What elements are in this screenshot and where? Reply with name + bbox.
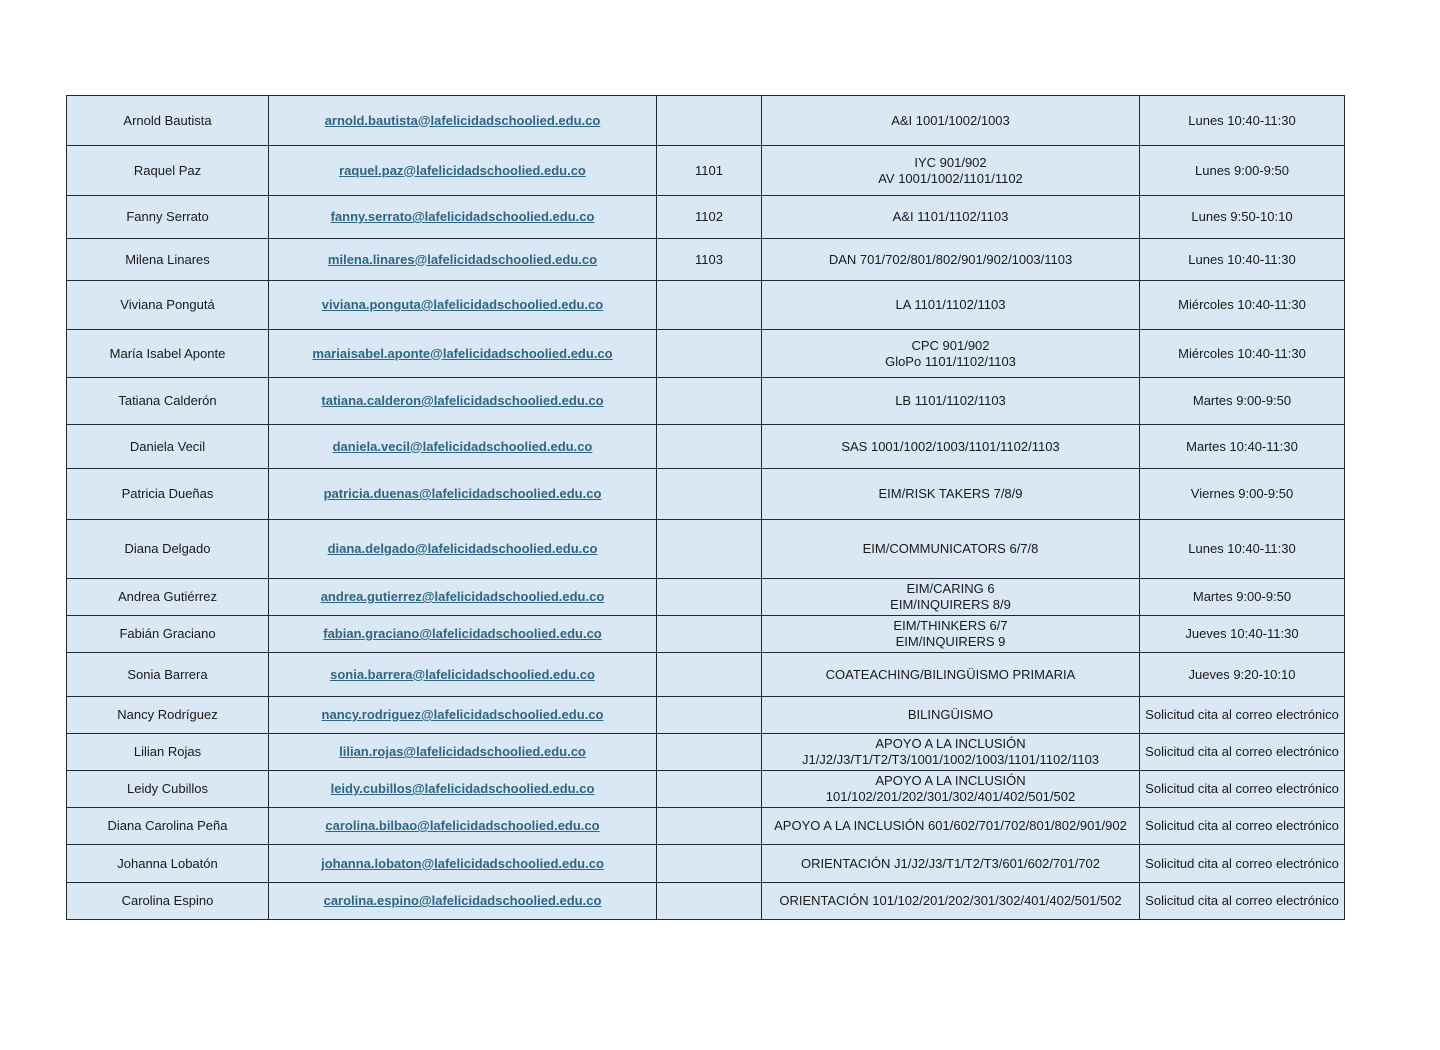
subjects-cell: [762, 520, 1140, 579]
teacher-name-cell: Patricia Dueñas: [67, 469, 269, 520]
email-cell: [269, 239, 657, 281]
course-cell: [657, 378, 762, 425]
course-cell: 1103: [657, 239, 762, 281]
schedule-cell: Solicitud cita al correo electrónico: [1140, 808, 1345, 845]
email-cell: [269, 653, 657, 697]
subject-line: A&I 1101/1102/1103: [892, 209, 1009, 224]
schedule-cell: Jueves 10:40-11:30: [1140, 616, 1345, 653]
email-cell: [269, 697, 657, 734]
email-link[interactable]: daniela.vecil@lafelicidadschoolied.edu.co: [332, 438, 593, 454]
course-cell: [657, 697, 762, 734]
teacher-name-cell: Carolina Espino: [67, 883, 269, 920]
subjects-cell: [762, 808, 1140, 845]
subject-line: ORIENTACIÓN 101/102/201/202/301/302/401/402/501/502: [779, 893, 1122, 908]
subject-line: LB 1101/1102/1103: [895, 393, 1006, 408]
email-link[interactable]: mariaisabel.aponte@lafelicidadschoolied.edu.co: [312, 345, 613, 361]
schedule-cell: Solicitud cita al correo electrónico: [1140, 845, 1345, 883]
schedule-cell: Jueves 9:20-10:10: [1140, 653, 1345, 697]
teacher-name-cell: Fanny Serrato: [67, 196, 269, 239]
teacher-name-cell: Viviana Pongutá: [67, 281, 269, 330]
email-link[interactable]: patricia.duenas@lafelicidadschoolied.edu.co: [323, 486, 602, 501]
table-row: [67, 96, 1345, 146]
teacher-name-cell: Nancy Rodríguez: [67, 697, 269, 734]
subjects-cell: [762, 734, 1140, 771]
subject-line: GloPo 1101/1102/1103: [885, 353, 1016, 369]
subject-line: CPC 901/902: [911, 337, 990, 353]
email-cell: [269, 520, 657, 579]
subject-line: J1/J2/J3/T1/T2/T3/1001/1002/1003/1101/1102/1103: [801, 752, 1100, 767]
subjects-cell: [762, 771, 1140, 808]
subject-line: APOYO A LA INCLUSIÓN: [875, 773, 1026, 788]
email-cell: [269, 616, 657, 653]
teacher-name-cell: Diana Delgado: [67, 520, 269, 579]
schedule-cell: Miércoles 10:40-11:30: [1140, 330, 1345, 378]
course-cell: [657, 771, 762, 808]
course-cell: [657, 883, 762, 920]
teacher-name-cell: Daniela Vecil: [67, 425, 269, 469]
schedule-cell: Solicitud cita al correo electrónico: [1140, 734, 1345, 771]
table-row: [67, 808, 1345, 845]
course-cell: [657, 520, 762, 579]
teacher-name-cell: Fabián Graciano: [67, 616, 269, 653]
course-cell: [657, 425, 762, 469]
email-cell: [269, 196, 657, 239]
schedule-cell: Lunes 9:50-10:10: [1140, 196, 1345, 239]
subjects-cell: [762, 425, 1140, 469]
subjects-cell: [762, 378, 1140, 425]
course-cell: 1102: [657, 196, 762, 239]
schedule-cell: Lunes 9:00-9:50: [1140, 146, 1345, 196]
course-cell: [657, 579, 762, 616]
email-link[interactable]: carolina.bilbao@lafelicidadschoolied.edu.co: [325, 818, 600, 833]
subjects-cell: [762, 883, 1140, 920]
subjects-cell: [762, 281, 1140, 330]
email-cell: [269, 330, 657, 378]
table-row: [67, 239, 1345, 281]
subjects-cell: [762, 579, 1140, 616]
course-cell: [657, 845, 762, 883]
table-body: [67, 96, 1345, 920]
subject-line: EIM/CARING 6: [906, 581, 995, 596]
table-row: [67, 883, 1345, 920]
email-link[interactable]: leidy.cubillos@lafelicidadschoolied.edu.co: [330, 781, 595, 796]
teacher-name-cell: Sonia Barrera: [67, 653, 269, 697]
subject-line: SAS 1001/1002/1003/1101/1102/1103: [841, 438, 1060, 454]
teacher-name-cell: Johanna Lobatón: [67, 845, 269, 883]
email-link[interactable]: andrea.gutierrez@lafelicidadschoolied.edu.co: [320, 589, 605, 604]
table-row: [67, 616, 1345, 653]
subjects-cell: [762, 616, 1140, 653]
email-cell: [269, 883, 657, 920]
table-row: [67, 697, 1345, 734]
table-row: [67, 653, 1345, 697]
teacher-directory-table: [66, 95, 1345, 920]
table-row: [67, 196, 1345, 239]
email-cell: [269, 469, 657, 520]
teacher-name-cell: Andrea Gutiérrez: [67, 579, 269, 616]
email-link[interactable]: raquel.paz@lafelicidadschoolied.edu.co: [339, 162, 586, 178]
schedule-cell: Miércoles 10:40-11:30: [1140, 281, 1345, 330]
schedule-cell: Martes 9:00-9:50: [1140, 378, 1345, 425]
email-cell: [269, 425, 657, 469]
subject-line: COATEACHING/BILINGÜISMO PRIMARIA: [825, 666, 1076, 682]
table-row: [67, 520, 1345, 579]
subjects-cell: [762, 146, 1140, 196]
subjects-cell: [762, 653, 1140, 697]
email-link[interactable]: sonia.barrera@lafelicidadschoolied.edu.co: [330, 666, 595, 682]
subjects-cell: [762, 697, 1140, 734]
subject-line: EIM/THINKERS 6/7: [893, 618, 1008, 633]
subjects-cell: [762, 96, 1140, 146]
subject-line: BILINGÜISMO: [907, 707, 994, 722]
table-row: [67, 734, 1345, 771]
teacher-name-cell: Lilian Rojas: [67, 734, 269, 771]
subject-line: AV 1001/1002/1101/1102: [878, 170, 1023, 186]
subjects-cell: [762, 330, 1140, 378]
email-cell: [269, 281, 657, 330]
course-cell: [657, 734, 762, 771]
email-link[interactable]: fanny.serrato@lafelicidadschoolied.edu.co: [330, 209, 595, 224]
subject-line: APOYO A LA INCLUSIÓN 601/602/701/702/801/802/901/902: [774, 818, 1127, 833]
schedule-cell: Solicitud cita al correo electrónico: [1140, 883, 1345, 920]
email-link[interactable]: viviana.ponguta@lafelicidadschoolied.edu.co: [321, 297, 604, 312]
email-link[interactable]: nancy.rodriguez@lafelicidadschoolied.edu.co: [321, 707, 604, 722]
subject-line: ORIENTACIÓN J1/J2/J3/T1/T2/T3/601/602/701/702: [801, 855, 1100, 871]
email-link[interactable]: tatiana.calderon@lafelicidadschoolied.edu.co: [321, 393, 604, 408]
schedule-cell: Lunes 10:40-11:30: [1140, 239, 1345, 281]
schedule-cell: Viernes 9:00-9:50: [1140, 469, 1345, 520]
table-row: [67, 425, 1345, 469]
course-cell: [657, 96, 762, 146]
course-cell: [657, 281, 762, 330]
subject-line: EIM/COMMUNICATORS 6/7/8: [862, 541, 1039, 556]
email-link[interactable]: arnold.bautista@lafelicidadschoolied.edu.co: [324, 112, 601, 128]
teacher-name-cell: Arnold Bautista: [67, 96, 269, 146]
course-cell: [657, 469, 762, 520]
teacher-name-cell: Raquel Paz: [67, 146, 269, 196]
email-link[interactable]: lilian.rojas@lafelicidadschoolied.edu.co: [339, 744, 586, 759]
table-row: [67, 845, 1345, 883]
teacher-name-cell: Tatiana Calderón: [67, 378, 269, 425]
table-row: [67, 378, 1345, 425]
schedule-cell: Solicitud cita al correo electrónico: [1140, 697, 1345, 734]
subject-line: DAN 701/702/801/802/901/902/1003/1103: [828, 251, 1073, 267]
schedule-cell: Lunes 10:40-11:30: [1140, 96, 1345, 146]
subjects-cell: [762, 196, 1140, 239]
email-cell: [269, 146, 657, 196]
teacher-name-cell: Leidy Cubillos: [67, 771, 269, 808]
subject-line: 101/102/201/202/301/302/401/402/501/502: [825, 789, 1076, 804]
table-row: [67, 579, 1345, 616]
table-row: [67, 281, 1345, 330]
subjects-cell: [762, 469, 1140, 520]
course-cell: 1101: [657, 146, 762, 196]
subjects-cell: [762, 845, 1140, 883]
email-cell: [269, 96, 657, 146]
table-row: [67, 469, 1345, 520]
schedule-cell: Solicitud cita al correo electrónico: [1140, 771, 1345, 808]
email-link[interactable]: diana.delgado@lafelicidadschoolied.edu.co: [327, 541, 598, 556]
subject-line: LA 1101/1102/1103: [895, 297, 1006, 312]
subject-line: EIM/INQUIRERS 9: [895, 634, 1006, 649]
teacher-name-cell: Diana Carolina Peña: [67, 808, 269, 845]
schedule-cell: Martes 9:00-9:50: [1140, 579, 1345, 616]
email-cell: [269, 378, 657, 425]
table-row: [67, 771, 1345, 808]
teacher-name-cell: María Isabel Aponte: [67, 330, 269, 378]
email-link[interactable]: milena.linares@lafelicidadschoolied.edu.co: [327, 251, 598, 267]
teacher-name-cell: Milena Linares: [67, 239, 269, 281]
subject-line: APOYO A LA INCLUSIÓN: [875, 736, 1026, 751]
email-link[interactable]: fabian.graciano@lafelicidadschoolied.edu.co: [323, 626, 602, 641]
course-cell: [657, 808, 762, 845]
email-link[interactable]: carolina.espino@lafelicidadschoolied.edu.co: [323, 893, 602, 908]
course-cell: [657, 653, 762, 697]
email-cell: [269, 579, 657, 616]
subjects-cell: [762, 239, 1140, 281]
subject-line: EIM/RISK TAKERS 7/8/9: [878, 486, 1023, 501]
schedule-cell: Martes 10:40-11:30: [1140, 425, 1345, 469]
table-row: [67, 146, 1345, 196]
subject-line: A&I 1001/1002/1003: [891, 112, 1010, 128]
email-cell: [269, 771, 657, 808]
email-cell: [269, 808, 657, 845]
subject-line: IYC 901/902: [914, 154, 987, 170]
schedule-cell: Lunes 10:40-11:30: [1140, 520, 1345, 579]
course-cell: [657, 330, 762, 378]
email-link[interactable]: johanna.lobaton@lafelicidadschoolied.edu.co: [321, 855, 604, 871]
subject-line: EIM/INQUIRERS 8/9: [890, 597, 1011, 612]
table-row: [67, 330, 1345, 378]
course-cell: [657, 616, 762, 653]
email-cell: [269, 845, 657, 883]
email-cell: [269, 734, 657, 771]
